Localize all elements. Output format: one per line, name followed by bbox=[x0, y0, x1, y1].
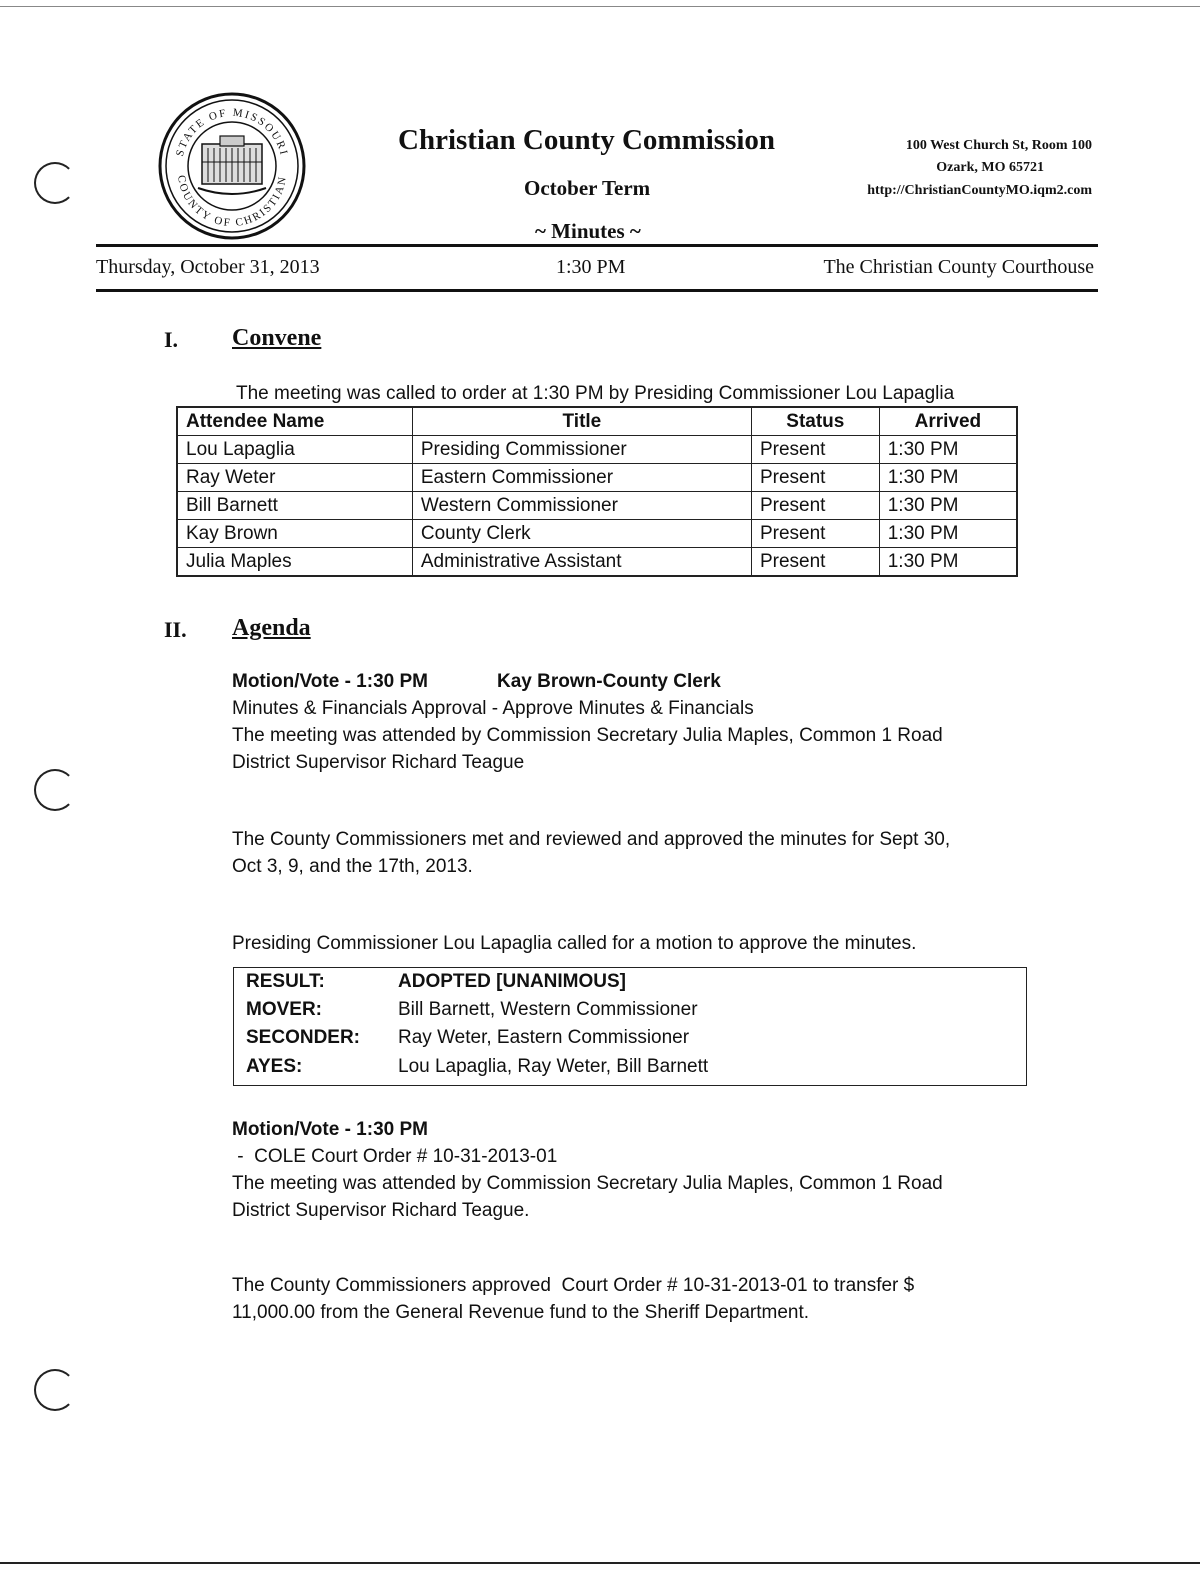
meeting-date: Thursday, October 31, 2013 bbox=[96, 256, 320, 278]
table-header-row bbox=[177, 407, 1017, 436]
attendee-status: Present bbox=[751, 436, 879, 464]
seal-top-text: STATE OF MISSOURI bbox=[173, 106, 290, 158]
section-number: I. bbox=[164, 327, 179, 352]
motion-vote-heading: Motion/Vote - 1:30 PM bbox=[232, 671, 428, 692]
motion-vote-heading: Motion/Vote - 1:30 PM bbox=[232, 1119, 428, 1140]
motion-presenter: Kay Brown-County Clerk bbox=[497, 671, 721, 692]
attendee-name: Ray Weter bbox=[177, 464, 412, 492]
attendee-title: Presiding Commissioner bbox=[412, 436, 751, 464]
section-heading-agenda: Agenda bbox=[232, 615, 311, 641]
attendee-arrived: 1:30 PM bbox=[879, 548, 1017, 577]
punch-hole bbox=[34, 1369, 76, 1411]
convene-intro: The meeting was called to order at 1:30 PM by Presiding Commissioner Lou Lapaglia bbox=[236, 383, 955, 404]
column-header: Arrived bbox=[879, 407, 1017, 436]
review-paragraph: Oct 3, 9, and the 17th, 2013. bbox=[232, 856, 473, 877]
punch-hole bbox=[34, 769, 76, 811]
column-header: Title bbox=[412, 407, 751, 436]
meeting-location: The Christian County Courthouse bbox=[823, 256, 1094, 278]
table-row bbox=[177, 520, 1017, 548]
website-link[interactable]: http://ChristianCountyMO.iqm2.com bbox=[867, 183, 1092, 198]
mover-label: MOVER: bbox=[246, 999, 322, 1020]
attendee-status: Present bbox=[751, 464, 879, 492]
courthouse-icon bbox=[198, 136, 266, 194]
attendance-note: District Supervisor Richard Teague bbox=[232, 752, 525, 773]
attendee-status: Present bbox=[751, 492, 879, 520]
attendee-title: Western Commissioner bbox=[412, 492, 751, 520]
attendee-arrived: 1:30 PM bbox=[879, 492, 1017, 520]
attendee-arrived: 1:30 PM bbox=[879, 464, 1017, 492]
attendee-table bbox=[176, 406, 1018, 577]
attendee-status: Present bbox=[751, 548, 879, 577]
attendance-note: The meeting was attended by Commission Secretary Julia Maples, Common 1 Road bbox=[232, 725, 943, 746]
section-number: II. bbox=[164, 617, 187, 642]
attendee-status: Present bbox=[751, 520, 879, 548]
seconder-value: Ray Weter, Eastern Commissioner bbox=[398, 1027, 690, 1048]
table-row bbox=[177, 548, 1017, 577]
approval-paragraph: The County Commissioners approved Court Order # 10-31-2013-01 to transfer $ bbox=[232, 1275, 915, 1296]
attendee-title: Eastern Commissioner bbox=[412, 464, 751, 492]
address-line-1: 100 West Church St, Room 100 bbox=[905, 138, 1092, 153]
section-heading-convene: Convene bbox=[232, 325, 322, 351]
term-label: October Term bbox=[524, 176, 651, 200]
punch-hole bbox=[34, 162, 76, 204]
attendee-name: Kay Brown bbox=[177, 520, 412, 548]
header-rule-top bbox=[96, 244, 1098, 247]
attendance-note: District Supervisor Richard Teague. bbox=[232, 1200, 530, 1221]
county-seal bbox=[158, 92, 306, 240]
attendee-title: Administrative Assistant bbox=[412, 548, 751, 577]
attendee-name: Julia Maples bbox=[177, 548, 412, 577]
meeting-time: 1:30 PM bbox=[556, 256, 626, 278]
attendee-title: County Clerk bbox=[412, 520, 751, 548]
seconder-label: SECONDER: bbox=[246, 1027, 361, 1048]
header-rule-bottom bbox=[96, 289, 1098, 292]
minutes-label: ~ Minutes ~ bbox=[535, 219, 641, 243]
attendance-note: The meeting was attended by Commission Secretary Julia Maples, Common 1 Road bbox=[232, 1173, 943, 1194]
column-header: Status bbox=[751, 407, 879, 436]
ayes-label: AYES: bbox=[246, 1056, 303, 1077]
column-header: Attendee Name bbox=[177, 407, 412, 436]
ayes-value: Lou Lapaglia, Ray Weter, Bill Barnett bbox=[398, 1056, 709, 1077]
attendee-arrived: 1:30 PM bbox=[879, 436, 1017, 464]
page-title: Christian County Commission bbox=[398, 124, 776, 156]
scan-edge-bottom bbox=[0, 1562, 1200, 1564]
approval-paragraph: 11,000.00 from the General Revenue fund to the Sheriff Department. bbox=[232, 1302, 810, 1323]
vote-result-box bbox=[233, 967, 1027, 1086]
review-paragraph: The County Commissioners met and reviewed and approved the minutes for Sept 30, bbox=[232, 829, 951, 850]
result-label: RESULT: bbox=[246, 971, 325, 992]
scan-edge-top bbox=[0, 6, 1200, 7]
address-line-2: Ozark, MO 65721 bbox=[936, 160, 1044, 175]
table-row bbox=[177, 436, 1017, 464]
motion-call: Presiding Commissioner Lou Lapaglia called for a motion to approve the minutes. bbox=[232, 933, 917, 954]
result-value: ADOPTED [UNANIMOUS] bbox=[398, 971, 626, 992]
table-row bbox=[177, 492, 1017, 520]
attendee-arrived: 1:30 PM bbox=[879, 520, 1017, 548]
table-row bbox=[177, 464, 1017, 492]
motion-subject: Minutes & Financials Approval - Approve Minutes & Financials bbox=[232, 698, 754, 719]
mover-value: Bill Barnett, Western Commissioner bbox=[398, 999, 698, 1020]
attendee-name: Bill Barnett bbox=[177, 492, 412, 520]
attendee-name: Lou Lapaglia bbox=[177, 436, 412, 464]
motion-subject: - COLE Court Order # 10-31-2013-01 bbox=[232, 1146, 558, 1167]
seal-bottom-text: COUNTY OF CHRISTIAN bbox=[174, 174, 290, 230]
